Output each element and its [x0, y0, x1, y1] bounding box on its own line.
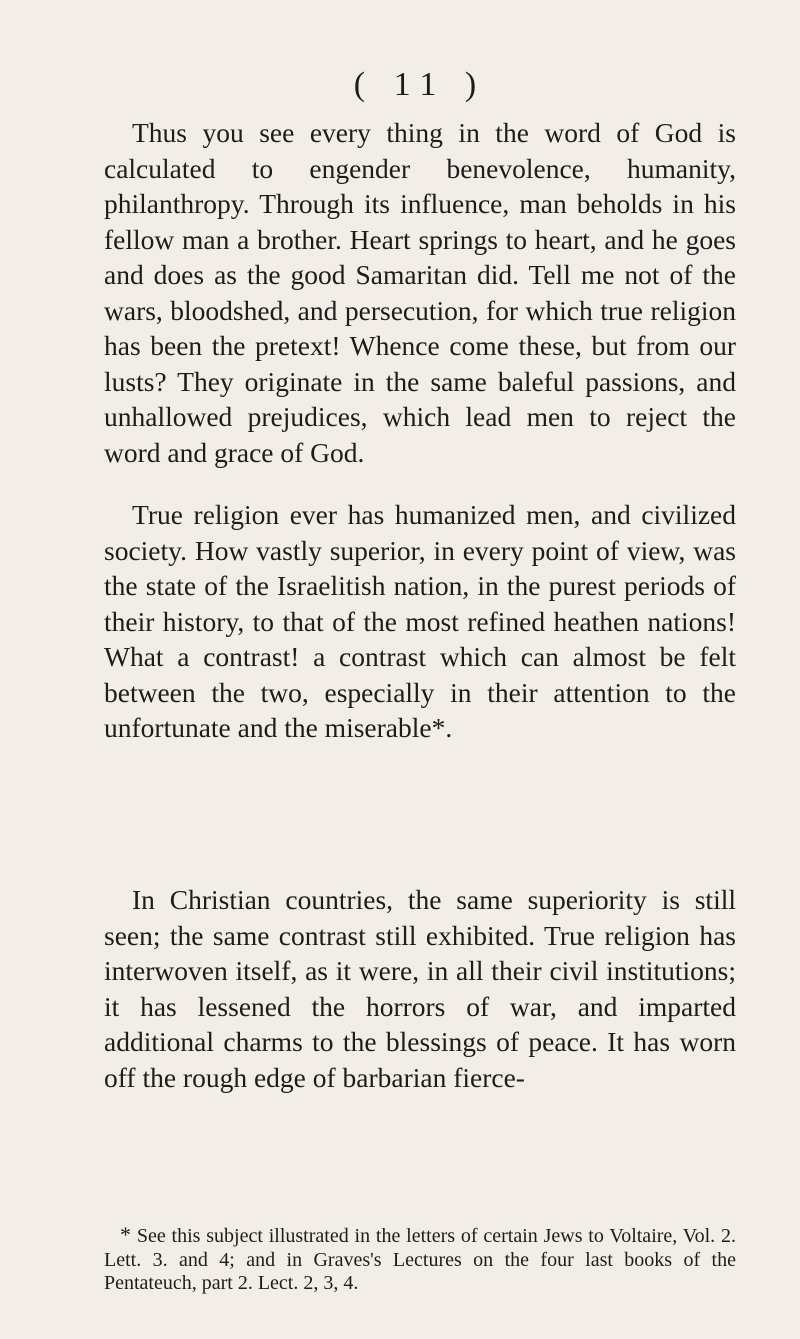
paragraph-1: Thus you see every thing in the word of God is calculated to engender benevolence, humanity, philanthropy. Through its influence, man beholds in his fellow man a brother. Heart springs to heart, and he goes and does as the good Samaritan did. Tell me not of the wars, bloodshed, and persecution, for which true religion has been the pretext! Whence come these, but from our lusts? They originate in the same baleful passions, and unhallowed prejudices, which lead men to reject the word and grace of God. [104, 117, 736, 468]
footnote-text: See this subject illustrated in the letters of certain Jews to Voltaire, Vol. 2. Lett. 3. and 4; and in Graves's Lectures on the four last books of the Pentateuch, part 2. Lect. 2, 3, 4. [104, 1225, 736, 1294]
paragraph-2 [104, 497, 736, 746]
footnote-reference: *. [431, 712, 453, 743]
footnote [104, 1223, 736, 1296]
page-number: ( 11 ) [353, 66, 487, 103]
paragraph-3: In Christian countries, the same superiority is still seen; the same contrast still exhibited. True religion has interwoven itself, as it were, in all their civil institutions; it has lessened the horrors of war, and imparted additional charms to the blessings of peace. It has worn off the rough edge of barbarian fierce- [104, 884, 736, 1093]
footnote-marker: * [120, 1222, 131, 1247]
paragraph-2-text: True religion ever has humanized men, and civilized society. How vastly superior, in every point of view, was the state of the Israelitish nation, in the purest periods of their history, to that of the most refined heathen nations! What a contrast! a contrast which can almost be felt between the two, especially in their attention to the unfortunate and the miserable [104, 499, 736, 743]
